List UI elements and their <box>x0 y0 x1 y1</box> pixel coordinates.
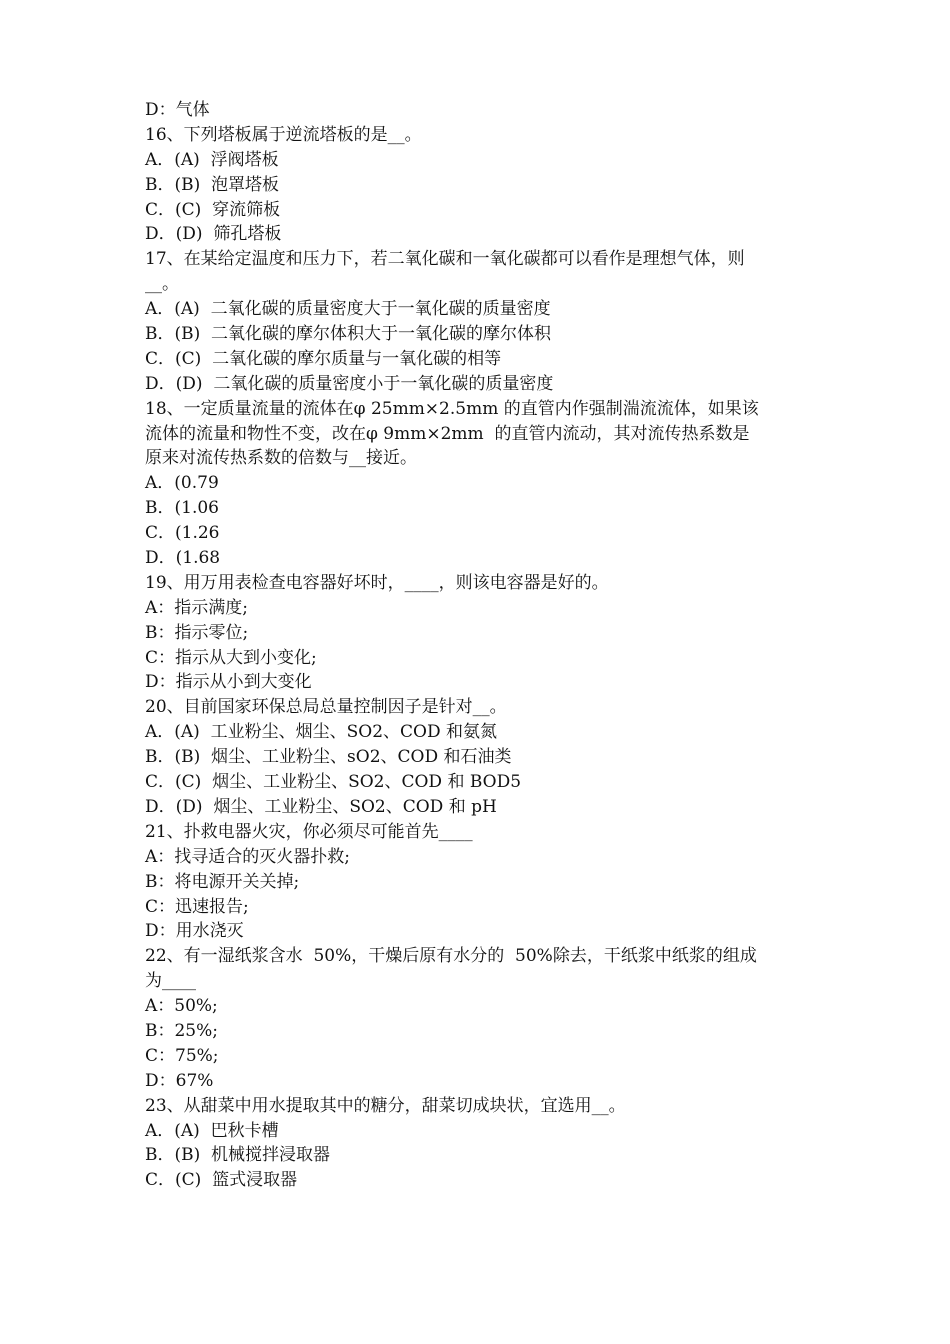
question-18-continued: 原来对流传热系数的倍数与__接近。 <box>145 448 417 469</box>
answer-option: A．(0.79 <box>145 473 219 494</box>
answer-option: D：气体 <box>145 100 210 120</box>
answer-option: C：指示从大到小变化; <box>145 647 317 668</box>
question-18: 18、一定质量流量的流体在φ 25mm×2.5mm 的直管内作强制湍流流体，如果该 <box>145 398 759 419</box>
answer-option: C．(C) 篮式浸取器 <box>145 1170 298 1191</box>
answer-option: B：指示零位; <box>145 622 249 643</box>
answer-option: D．(D) 二氧化碳的质量密度小于一氧化碳的质量密度 <box>145 373 554 394</box>
answer-option: A．(A) 工业粉尘、烟尘、SO2、COD 和氨氮 <box>145 722 498 743</box>
question-20: 20、目前国家环保总局总量控制因子是针对__。 <box>145 697 507 718</box>
question-19: 19、用万用表检查电容器好坏时，____，则该电容器是好的。 <box>145 572 609 593</box>
answer-option: A：指示满度; <box>145 597 249 618</box>
answer-option: A．(A) 浮阀塔板 <box>145 149 279 170</box>
question-22: 22、有一湿纸浆含水 50%，干燥后原有水分的 50%除去，干纸浆中纸浆的组成 <box>145 946 757 967</box>
answer-option: D．(D) 筛孔塔板 <box>145 224 282 245</box>
answer-option: C．(C) 穿流筛板 <box>145 199 281 220</box>
answer-option: C：75%; <box>145 1045 219 1066</box>
question-18-continued: 流体的流量和物性不变，改在φ 9mm×2mm 的直管内流动，其对流传热系数是 <box>145 423 750 444</box>
question-text-body <box>145 98 810 1193</box>
answer-option: D：67% <box>145 1070 214 1091</box>
question-23: 23、从甜菜中用水提取其中的糖分，甜菜切成块状，宜选用__。 <box>145 1095 626 1116</box>
answer-option: D．(1.68 <box>145 548 221 569</box>
answer-option: B．(B) 二氧化碳的摩尔体积大于一氧化碳的摩尔体积 <box>145 324 552 345</box>
answer-option: C．(C) 烟尘、工业粉尘、SO2、COD 和 BOD5 <box>145 772 522 793</box>
answer-option: B．(B) 泡罩塔板 <box>145 174 280 195</box>
question-17-continued: __。 <box>145 274 179 295</box>
answer-option: B：将电源开关关掉; <box>145 871 300 892</box>
answer-option: B．(B) 烟尘、工业粉尘、sO2、COD 和石油类 <box>145 747 512 768</box>
question-17: 17、在某给定温度和压力下，若二氧化碳和一氧化碳都可以看作是理想气体，则 <box>145 249 745 270</box>
answer-option: D：指示从小到大变化 <box>145 672 312 693</box>
answer-option: B：25%; <box>145 1020 219 1041</box>
question-21: 21、扑救电器火灾，你必须尽可能首先____ <box>145 821 473 842</box>
answer-option: C：迅速报告; <box>145 896 249 917</box>
answer-option: A．(A) 巴秋卡槽 <box>145 1120 279 1141</box>
answer-option: D．(D) 烟尘、工业粉尘、SO2、COD 和 pH <box>145 796 497 817</box>
question-22-continued: 为____ <box>145 971 196 992</box>
answer-option: C．(1.26 <box>145 523 220 544</box>
answer-option: A：找寻适合的灭火器扑救; <box>145 846 351 867</box>
answer-option: C．(C) 二氧化碳的摩尔质量与一氧化碳的相等 <box>145 348 502 369</box>
answer-option: B．(1.06 <box>145 498 219 519</box>
answer-option: D：用水浇灭 <box>145 921 244 942</box>
answer-option: B．(B) 机械搅拌浸取器 <box>145 1145 331 1166</box>
question-16: 16、下列塔板属于逆流塔板的是__。 <box>145 124 422 145</box>
answer-option: A：50%; <box>145 996 218 1017</box>
answer-option: A．(A) 二氧化碳的质量密度大于一氧化碳的质量密度 <box>145 299 551 320</box>
